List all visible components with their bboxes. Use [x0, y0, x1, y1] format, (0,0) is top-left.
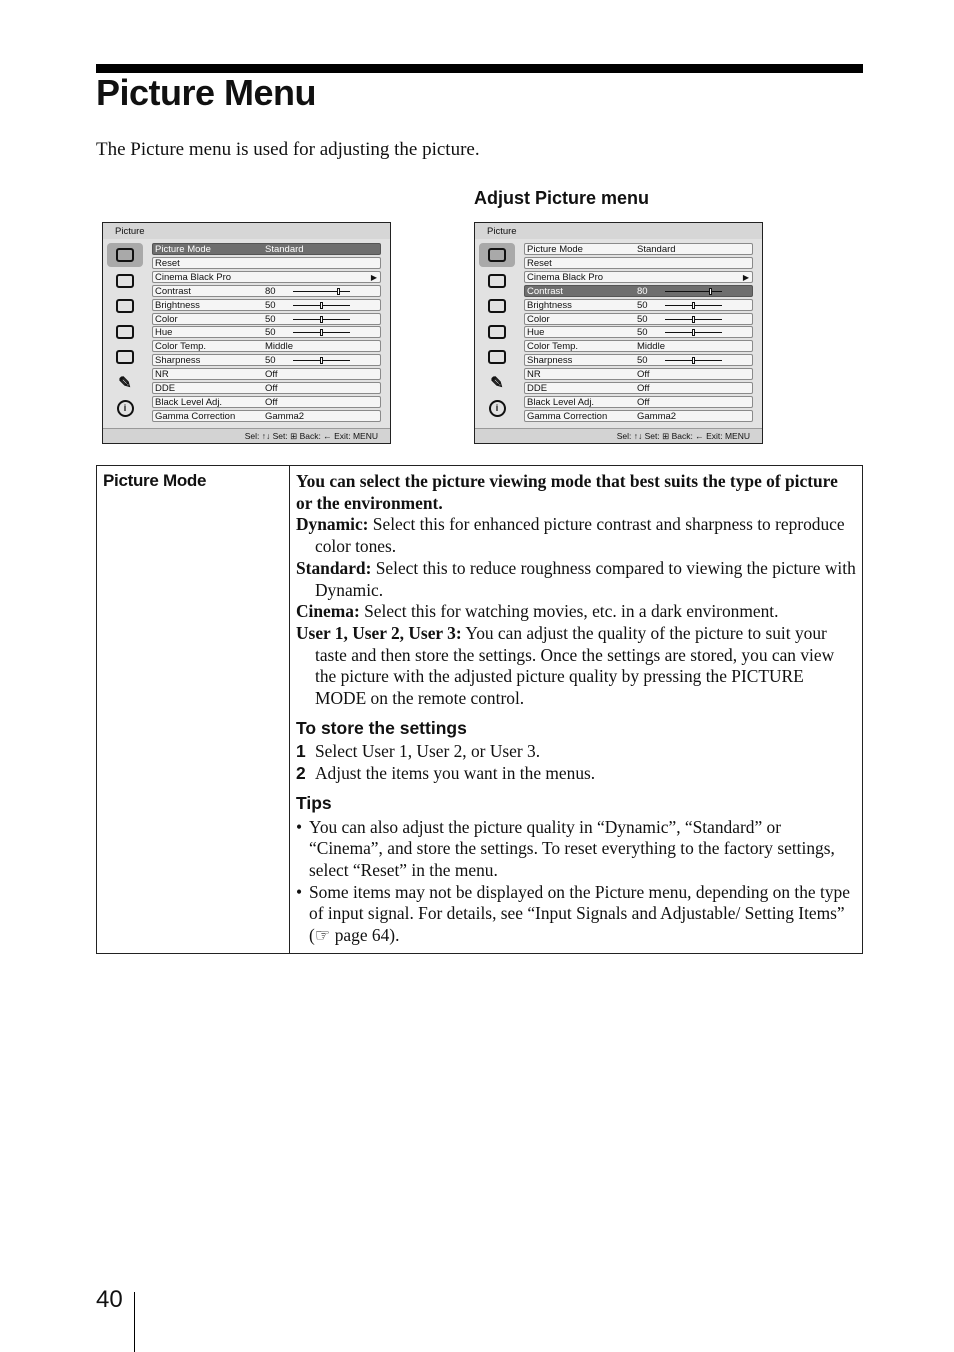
picture-adjust-icon [107, 269, 143, 293]
menu-item-label: Contrast [527, 285, 563, 297]
slider-knob [692, 357, 695, 364]
mode-text: You can adjust the quality of the picture to suit your taste and then store the settings. Once the settings are stored, you can view the picture with the adjusted picture quality by pressing the PICTURE MODE on the remote control. [315, 622, 835, 709]
page-title: Picture Menu [96, 72, 317, 113]
slider-knob [320, 302, 323, 309]
menu-item-label: Color Temp. [527, 341, 579, 353]
menu-item [524, 271, 753, 283]
input-icon [479, 294, 515, 318]
tip-text: Some items may not be displayed on the Picture menu, depending on the type of input signal. For details, see “Input Signals and Adjustable/ Setting Items” (☞ page 64). [309, 881, 850, 946]
menu-item [524, 368, 753, 380]
slider-knob [692, 316, 695, 323]
mode-text: Select this for enhanced picture contrast and sharpness to reproduce color tones. [315, 514, 845, 557]
slider-knob [320, 329, 323, 336]
menu-icon-column [479, 243, 517, 422]
menu-item-value: Gamma2 [265, 410, 305, 422]
menu-item-label: Color Temp. [155, 341, 207, 353]
step-text: Adjust the items you want in the menus. [315, 763, 596, 784]
menu-item-value: 80 [637, 285, 648, 297]
menu-item [152, 340, 381, 352]
page-number: 40 [96, 1286, 123, 1313]
setting-description [290, 466, 863, 954]
menu-item-label: DDE [527, 383, 548, 395]
mode-text: Select this for watching movies, etc. in a dark environment. [359, 601, 779, 622]
intro-text: The Picture menu is used for adjusting the picture. [96, 139, 480, 160]
step-item [296, 763, 856, 785]
slider-knob [320, 316, 323, 323]
step-number: 2 [296, 763, 306, 784]
menu-item-value: 50 [265, 299, 276, 311]
function-icon [479, 345, 515, 369]
menu-item-label: Hue [155, 327, 173, 339]
menu-item [524, 410, 753, 422]
figure-caption: Adjust Picture menu [474, 188, 650, 208]
menu-footer: Sel: ↑↓ Set: ⊞ Back: ← Exit: MENU [103, 428, 390, 443]
mode-text: Select this to reduce roughness compared to viewing the picture with Dynamic. [315, 557, 856, 600]
bullet-icon: • [296, 881, 303, 902]
menu-item-value: 50 [637, 299, 648, 311]
slider-knob [692, 302, 695, 309]
submenu-arrow-icon: ▶ [370, 272, 377, 282]
menu-header: Picture [475, 223, 762, 240]
menu-item [524, 285, 753, 297]
wrench-icon: ✎ [118, 374, 132, 392]
slider-track [293, 305, 350, 306]
menu-item [152, 368, 381, 380]
menu-item-value: 50 [265, 327, 276, 339]
menu-item-value: 50 [637, 355, 648, 367]
menu-item-label: Black Level Adj. [527, 396, 595, 408]
picture-adjust-icon [479, 269, 515, 293]
menu-item-value: Standard [637, 244, 676, 255]
menu-footer: Sel: ↑↓ Set: ⊞ Back: ← Exit: MENU [475, 428, 762, 443]
information-icon: i [107, 397, 143, 421]
menu-item-value: 50 [265, 313, 276, 325]
menu-item-label: Sharpness [527, 355, 573, 367]
menu-item-label: Reset [155, 257, 180, 269]
menu-rows [152, 243, 381, 424]
menu-body [475, 239, 762, 429]
menu-header: Picture [103, 223, 390, 240]
menu-item-label: Black Level Adj. [155, 396, 223, 408]
menu-item-value: 80 [265, 285, 276, 297]
store-settings-heading: To store the settings [296, 717, 467, 738]
menu-item-label: DDE [155, 383, 176, 395]
tip-text: You can also adjust the picture quality in “Dynamic”, “Standard” or “Cinema”, and store the settings. To reset everything to the factory settings, select “Reset” in the menu. [309, 816, 835, 880]
menu-item [524, 313, 753, 325]
menu-item [524, 340, 753, 352]
step-text: Select User 1, User 2, or User 3. [315, 741, 541, 762]
menu-item-label: Sharpness [155, 355, 201, 367]
lead-text: You can select the picture viewing mode that best suits the type of picture or the environment. [296, 471, 838, 513]
menu-item-label: Color [155, 313, 178, 325]
menu-item-value: Middle [265, 341, 293, 353]
settings-table [96, 465, 863, 954]
mode-term: User 1, User 2, User 3: [296, 622, 462, 643]
function-icon [107, 345, 143, 369]
menu-body [103, 239, 390, 429]
menu-item [152, 285, 381, 297]
slider-knob [320, 357, 323, 364]
menu-item-value: Standard [265, 244, 304, 255]
menu-item [524, 326, 753, 338]
menu-item-label: Gamma Correction [155, 410, 236, 422]
submenu-arrow-icon: ▶ [742, 272, 749, 282]
slider-track [293, 291, 350, 292]
menu-item-label: NR [155, 369, 169, 381]
slider-knob [337, 288, 340, 295]
menu-icon-column [107, 243, 145, 422]
menu-item [524, 257, 753, 269]
mode-term: Cinema: [296, 601, 360, 622]
picture-icon [107, 243, 143, 267]
table-row [97, 466, 863, 954]
picture-icon [479, 243, 515, 267]
slider-track [665, 291, 722, 292]
slider-track [665, 319, 722, 320]
menu-item-label: Brightness [527, 299, 572, 311]
menu-item [152, 382, 381, 394]
menu-item-value: 50 [637, 327, 648, 339]
menu-item [524, 243, 753, 255]
menu-item [524, 396, 753, 408]
menu-item [152, 354, 381, 366]
menu-item-value: Off [637, 396, 650, 408]
menu-item-label: Hue [527, 327, 545, 339]
menu-item-label: NR [527, 369, 541, 381]
menu-item-value: Gamma2 [637, 410, 677, 422]
menu-item-label: Gamma Correction [527, 410, 608, 422]
menu-item-label: Brightness [155, 299, 200, 311]
menu-rows [524, 243, 753, 424]
bullet-icon: • [296, 816, 303, 837]
mode-term: Standard: [296, 557, 372, 578]
menu-item-value: Middle [637, 341, 665, 353]
mode-list [296, 514, 856, 709]
mode-term: Dynamic: [296, 514, 369, 535]
setting-name: Picture Mode [97, 466, 290, 954]
menu-item-label: Color [527, 313, 550, 325]
setup-icon [107, 320, 143, 344]
menu-item-value: Off [637, 383, 650, 395]
slider-track [665, 305, 722, 306]
wrench-icon: ✎ [490, 374, 504, 392]
mode-item [296, 623, 856, 710]
slider-track [665, 360, 722, 361]
tip-item [296, 817, 856, 882]
menu-item-label: Cinema Black Pro [155, 271, 232, 283]
menu-item [152, 243, 381, 255]
menu-item [524, 299, 753, 311]
menu-item-label: Contrast [155, 285, 191, 297]
setup-icon [479, 320, 515, 344]
menu-item [152, 299, 381, 311]
mode-item [296, 514, 856, 557]
tip-item [296, 882, 856, 947]
page-rule [134, 1292, 135, 1352]
menu-item [152, 257, 381, 269]
menu-item-value: Off [265, 369, 278, 381]
menu-item-value: 50 [637, 313, 648, 325]
slider-knob [709, 288, 712, 295]
menu-item [524, 354, 753, 366]
tips-heading: Tips [296, 792, 332, 813]
information-icon: i [479, 397, 515, 421]
menu-item [152, 396, 381, 408]
menu-item-label: Cinema Black Pro [527, 271, 604, 283]
slider-track [293, 360, 350, 361]
slider-track [665, 332, 722, 333]
slider-track [293, 332, 350, 333]
step-item [296, 741, 856, 763]
menu-item [152, 313, 381, 325]
menu-item [152, 271, 381, 283]
adjust-picture-menu-screen [474, 222, 763, 444]
menu-item [152, 410, 381, 422]
menu-item [524, 382, 753, 394]
menu-item-label: Picture Mode [527, 244, 583, 255]
menu-item-label: Picture Mode [155, 244, 211, 255]
menu-item-value: Off [637, 369, 650, 381]
step-number: 1 [296, 741, 306, 762]
menu-item-value: Off [265, 383, 278, 395]
menu-item-value: 50 [265, 355, 276, 367]
menu-item [152, 326, 381, 338]
menu-item-value: Off [265, 396, 278, 408]
slider-track [293, 319, 350, 320]
picture-menu-screen [102, 222, 391, 444]
mode-item [296, 558, 856, 601]
input-icon [107, 294, 143, 318]
menu-item-label: Reset [527, 257, 552, 269]
mode-item [296, 601, 856, 623]
slider-knob [692, 329, 695, 336]
